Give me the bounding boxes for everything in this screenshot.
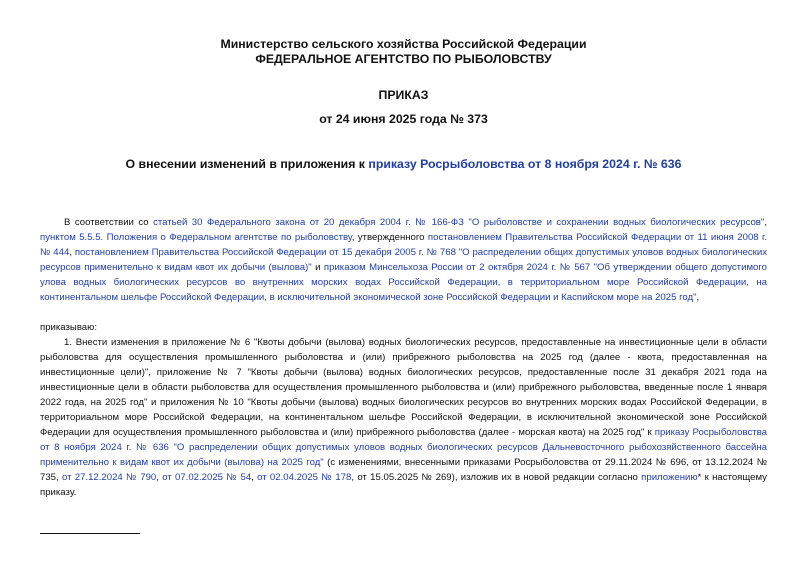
item-1-text-4: , <box>251 472 258 483</box>
document-title <box>0 157 807 171</box>
document-header <box>0 37 807 67</box>
agency-name: ФЕДЕРАЛЬНОЕ АГЕНТСТВО ПО РЫБОЛОВСТВУ <box>255 52 552 66</box>
government-decree-444-link[interactable]: постановлением Правительства Российской Федерации от 11 июня 2008 г. № 444 <box>40 232 767 258</box>
law-article-link[interactable]: статьей 30 Федерального закона от 20 декабря 2004 г. № 166-ФЗ "О рыболовстве и сохранении водных биологических ресурсов" <box>153 217 765 228</box>
preamble-paragraph <box>40 215 767 305</box>
preamble-text-4: , <box>69 247 75 258</box>
item-1-text-5: , от 15.05.2025 № 269), изложив их в новой редакции согласно <box>351 472 642 483</box>
order-178-link[interactable]: от 02.04.2025 № 178 <box>257 472 352 483</box>
preamble-text-2: , <box>764 217 767 228</box>
item-1-text-2: (с изменениями, внесенными приказами Росрыболовства от 29.11.2024 № 696, от 13.12.2024 № 735, <box>40 457 767 483</box>
ministry-name: Министерство сельского хозяйства Российской Федерации <box>220 37 587 51</box>
item-1-paragraph <box>40 335 767 500</box>
item-1-text-3: , <box>156 472 163 483</box>
preamble-text-1: В соответствии со <box>64 217 154 228</box>
item-1-text-1: 1. Внести изменения в приложение № 6 "Квоты добычи (вылова) водных биологических ресурсов, предоставленные на инвестиционные цели в области рыболовства для осуществления промышленного рыболовства и (или) прибрежного рыболовства на 2025 год (далее - квота, предоставленная на инвестиционные цели)", приложение № 7 "Квоты добычи (вылова) водных биологических ресурсов, предоставленные после 31 декабря 2021 года на инвестиционные цели в области рыболовства для осуществления промышленного рыболовства и (или) прибрежного рыболовства, введенные после 1 января 2022 года, на 2025 год" и приложения № 10 "Квоты добычи (вылова) водных биологических ресурсов во внутренних морских водах Российской Федерации, в территориальном море Российской Федерации, на континентальном шельфе Российской Федерации, в исключительной экономической зоне Российской Федерации для осуществления промышленного рыболовства и (или) прибрежного рыболовства (далее - морская квота) на 2025 год" к <box>40 337 767 438</box>
title-text: О внесении изменений в приложения к <box>125 157 369 171</box>
decree-word: приказываю: <box>40 322 98 333</box>
order-790-link[interactable]: от 27.12.2024 № 790 <box>61 472 157 483</box>
order-54-link[interactable]: от 07.02.2025 № 54 <box>162 472 252 483</box>
agency-regulation-link[interactable]: пунктом 5.5.5. Положения о Федеральном агентстве по рыболовству <box>40 232 352 243</box>
ministry-order-567-link[interactable]: приказом Минсельхоза России от 2 октября 2024 г. № 567 "Об утверждении общего допустимого улова водных биологических ресурсов во внутренних морских водах Российской Федерации, в территориальном море Российской Федерации, на континентальном шельфе Российской Федерации, в исключительной экономической зоне Российской Федерации и Каспийском море на 2025 год" <box>40 262 767 303</box>
preamble-text-3: , утвержденного <box>351 232 428 243</box>
appendix-link[interactable]: приложению <box>641 472 698 483</box>
preamble-text-6: , <box>696 292 700 303</box>
government-decree-768-link[interactable]: постановлением Правительства Российской Федерации от 15 декабря 2005 г. № 768 "О распределении общих допустимых уловов водных биологических ресурсов применительно к видам квот их добычи (вылова)" <box>40 247 768 273</box>
title-order-link[interactable]: приказу Росрыболовства от 8 ноября 2024 г. № 636 <box>368 157 682 171</box>
order-heading: ПРИКАЗ <box>378 88 429 102</box>
footnote-divider <box>40 533 140 534</box>
order-636-link[interactable]: приказу Росрыболовства от 8 ноября 2024 г. № 636 "О распределении общих допустимых уловов водных биологических ресурсов Дальневосточного рыбохозяйственного бассейна применительно к видам квот их добычи (вылова) на 2025 год" <box>40 427 767 468</box>
item-1-text-6: * к настоящему приказу. <box>40 472 767 498</box>
preamble-text-5: и <box>311 262 324 273</box>
order-date: от 24 июня 2025 года № 373 <box>319 112 488 126</box>
